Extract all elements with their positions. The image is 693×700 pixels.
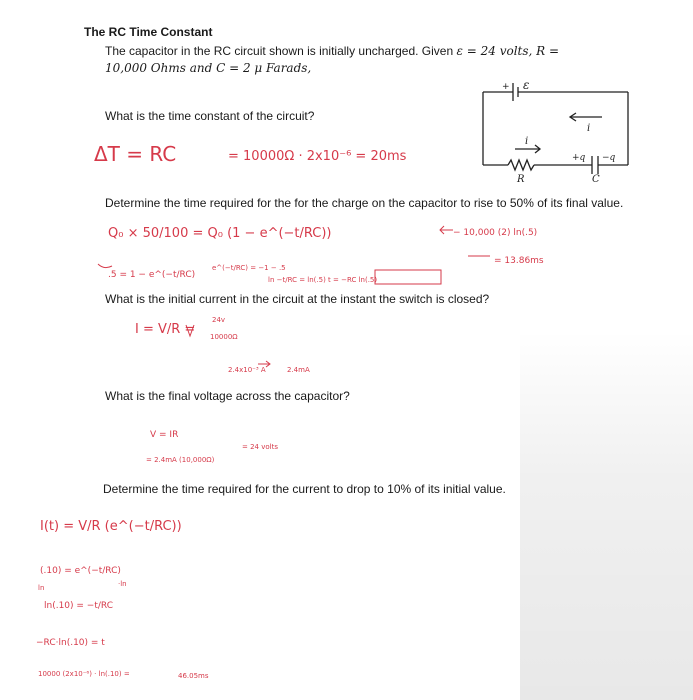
- hw-decay-step-3: −RC·ln(.10) = t: [36, 638, 105, 648]
- question-time-constant: What is the time constant of the circuit?: [105, 109, 315, 123]
- hw-charge-answer: = 13.86ms: [494, 256, 544, 266]
- hw-charge-exp-step: e^(−t/RC) = −1 − .5: [212, 264, 286, 272]
- hw-current-denominator: 10000Ω: [210, 333, 238, 341]
- hw-current-formula: I = V/R =: [135, 322, 196, 337]
- hw-decay-step-2: ln(.10) = −t/RC: [44, 601, 113, 611]
- hw-current-numerator: 24v: [212, 316, 226, 324]
- plus-q-label: +q: [572, 153, 586, 163]
- hw-current-value-amps: 2.4x10⁻³ A: [228, 366, 266, 374]
- minus-q-label: −q: [602, 153, 616, 163]
- hw-decay-answer: 46.05ms: [178, 672, 209, 680]
- hw-time-constant-formula: ΔT = RC: [94, 142, 177, 166]
- question-current-10-percent: Determine the time required for the current to drop to 10% of its initial value.: [103, 482, 506, 496]
- hw-charge-step: .5 = 1 − e^(−t/RC): [108, 270, 196, 280]
- hw-decay-ln-left: ln: [38, 584, 45, 592]
- resistor-label: R: [517, 174, 525, 184]
- hw-charge-equation: Q₀ × 50/100 = Q₀ (1 − e^(−t/RC)): [108, 226, 332, 241]
- hw-current-value-ma: 2.4mA: [287, 366, 310, 374]
- question-initial-current: What is the initial current in the circuit at the instant the switch is closed?: [105, 292, 490, 306]
- hw-decay-step-4: 10000 (2x10⁻⁶) · ln(.10) =: [38, 670, 130, 678]
- plus-sign-label: +: [502, 82, 510, 92]
- hw-decay-ln-right: ·ln: [118, 580, 127, 588]
- hw-voltage-substitution: = 2.4mA (10,000Ω): [146, 456, 215, 464]
- current-label-bottom: i: [525, 136, 529, 147]
- hw-voltage-formula: V = IR: [150, 430, 179, 440]
- intro-text: The capacitor in the RC circuit shown is initially uncharged. Given: [105, 44, 457, 58]
- hw-charge-solution-form: − 10,000 (2) ln(.5): [453, 228, 538, 238]
- intro-line-2: 10,000 Ohms and C = 2 μ Farads,: [105, 61, 312, 75]
- hw-charge-ln-step: ln −t/RC = ln(.5) t = −RC ln(.5): [268, 276, 378, 284]
- emf-label: ε: [523, 78, 530, 92]
- page-title: The RC Time Constant: [84, 25, 213, 39]
- hw-current-decay-equation: I(t) = V/R (e^(−t/RC)): [40, 519, 182, 534]
- hw-voltage-answer: = 24 volts: [242, 443, 278, 451]
- question-charge-50-percent: Determine the time required for the for the charge on the capacitor to rise to 50% of its final value.: [105, 196, 624, 210]
- hw-time-constant-value: = 10000Ω · 2x10⁻⁶ = 20ms: [228, 149, 407, 164]
- question-final-voltage: What is the final voltage across the capacitor?: [105, 389, 350, 403]
- hw-decay-step-1: (.10) = e^(−t/RC): [40, 566, 121, 576]
- current-label-right: i: [587, 123, 591, 134]
- capacitor-label: C: [592, 174, 600, 184]
- intro-given-values: ε = 24 volts, R =: [456, 44, 560, 58]
